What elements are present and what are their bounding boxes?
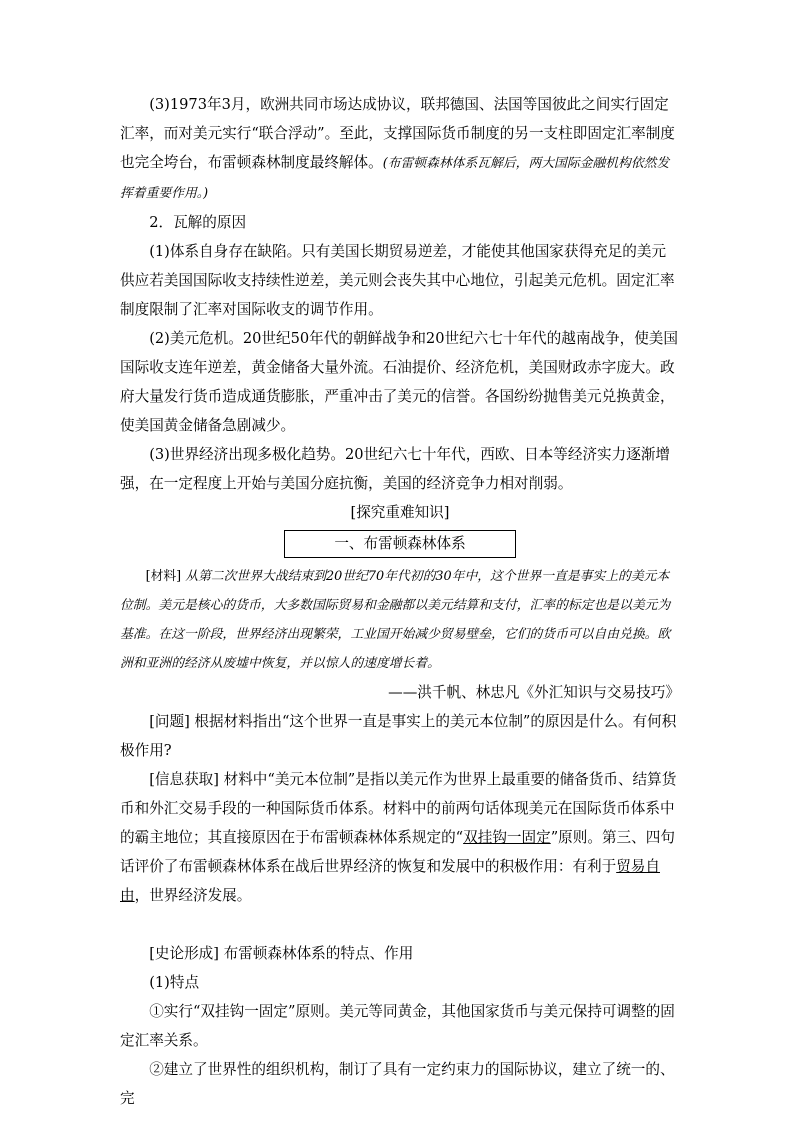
paragraph-main-text: (3)1973年3月，欧洲共同市场达成协议，联邦德国、法国等国彼此之间实行固定汇率，而对美元实行“联合浮动”。至此，支撑国际货币制度的另一支柱即固定汇率制度也完全垮台，布雷顿森林制度最终解体。 <box>120 96 675 171</box>
heading-collapse-reasons: 2．瓦解的原因 <box>149 214 247 231</box>
question-paragraph <box>120 707 680 765</box>
info-underline-1: 双挂钩一固定 <box>463 829 551 846</box>
history-text: 布雷顿森林体系的特点、作用 <box>223 945 414 962</box>
info-text-a: 材料中“美元本位制”是指以美元作为世界上最重要的储备货币、结算货币和外汇交易手段的一种国际货币体系。材料中的前两句话体现美元在国际货币体系中的霸主地位；其直接原因在于布雷顿森林体系规定的“ <box>120 771 677 846</box>
question-label: [问题] <box>149 713 190 730</box>
feature-heading: (1)特点 <box>149 974 200 991</box>
feature-1: ①实行“双挂钩一固定”原则。美元等同黄金，其他国家货币与美元保持可调整的固定汇率关系。 <box>120 1003 675 1049</box>
info-paragraph <box>120 765 680 910</box>
paragraph-1973-agreement <box>120 90 680 208</box>
question-text: 根据材料指出“这个世界一直是事实上的美元本位制”的原因是什么。有何积极作用? <box>120 713 677 759</box>
reason-1: (1)体系自身存在缺陷。只有美国长期贸易逆差，才能使其他国家获得充足的美元供应若美国国际收支持续性逆差，美元则会丧失其中心地位，引起美元危机。固定汇率制度限制了汇率对国际收支的调节作用。 <box>120 243 675 318</box>
document-page <box>120 90 680 1113</box>
material-paragraph <box>120 562 680 678</box>
material-source: ——洪千帆、林忠凡《外汇知识与交易技巧》 <box>388 684 680 701</box>
info-underline-2: 贸易自由 <box>120 858 660 904</box>
section-title: [探究重难知识] <box>350 504 450 521</box>
info-text-c: ，世界经济发展。 <box>134 887 252 904</box>
history-label: [史论形成] <box>149 945 219 962</box>
feature-2: ②建立了世界性的组织机构，制订了具有一定约束力的国际协议，建立了统一的、完 <box>120 1061 675 1107</box>
info-text-b: ”原则。第三、四句话评价了布雷顿森林体系在战后世界经济的恢复和发展中的积极作用：有利于 <box>120 829 675 875</box>
paragraph-note: (布雷顿森林体系瓦解后，两大国际金融机构依然发挥着重要作用。) <box>120 156 670 201</box>
material-text: 从第二次世界大战结束到20世纪70年代初的30年中，这个世界一直是事实上的美元本位制。美元是核心的货币，大多数国际贸易和金融都以美元结算和支付，汇率的标定也是以美元为基准。在这一阶段，世界经济出现繁荣，工业国开始减少贸易壁垒，它们的货币可以自由兑换。欧洲和亚洲的经济从废墟中恢复，并以惊人的速度增长着。 <box>120 569 671 671</box>
reason-3: (3)世界经济出现多极化趋势。20世纪六七十年代，西欧、日本等经济实力逐渐增强，在一定程度上开始与美国分庭抗衡，美国的经济竞争力相对削弱。 <box>120 446 671 492</box>
spacer <box>120 910 680 939</box>
boxed-title: 一、布雷顿森林体系 <box>284 530 516 558</box>
material-label: [材料] <box>145 569 182 584</box>
info-label: [信息获取] <box>149 771 219 788</box>
history-paragraph <box>120 939 680 968</box>
reason-2: (2)美元危机。20世纪50年代的朝鲜战争和20世纪六七十年代的越南战争，使美国国际收支连年逆差，黄金储备大量外流。石油提价、经济危机，美国财政赤字庞大。政府大量发行货币造成通货膨胀，严重冲击了美元的信誉。各国纷纷抛售美元兑换黄金，使美国黄金储备急剧减少。 <box>120 330 678 434</box>
